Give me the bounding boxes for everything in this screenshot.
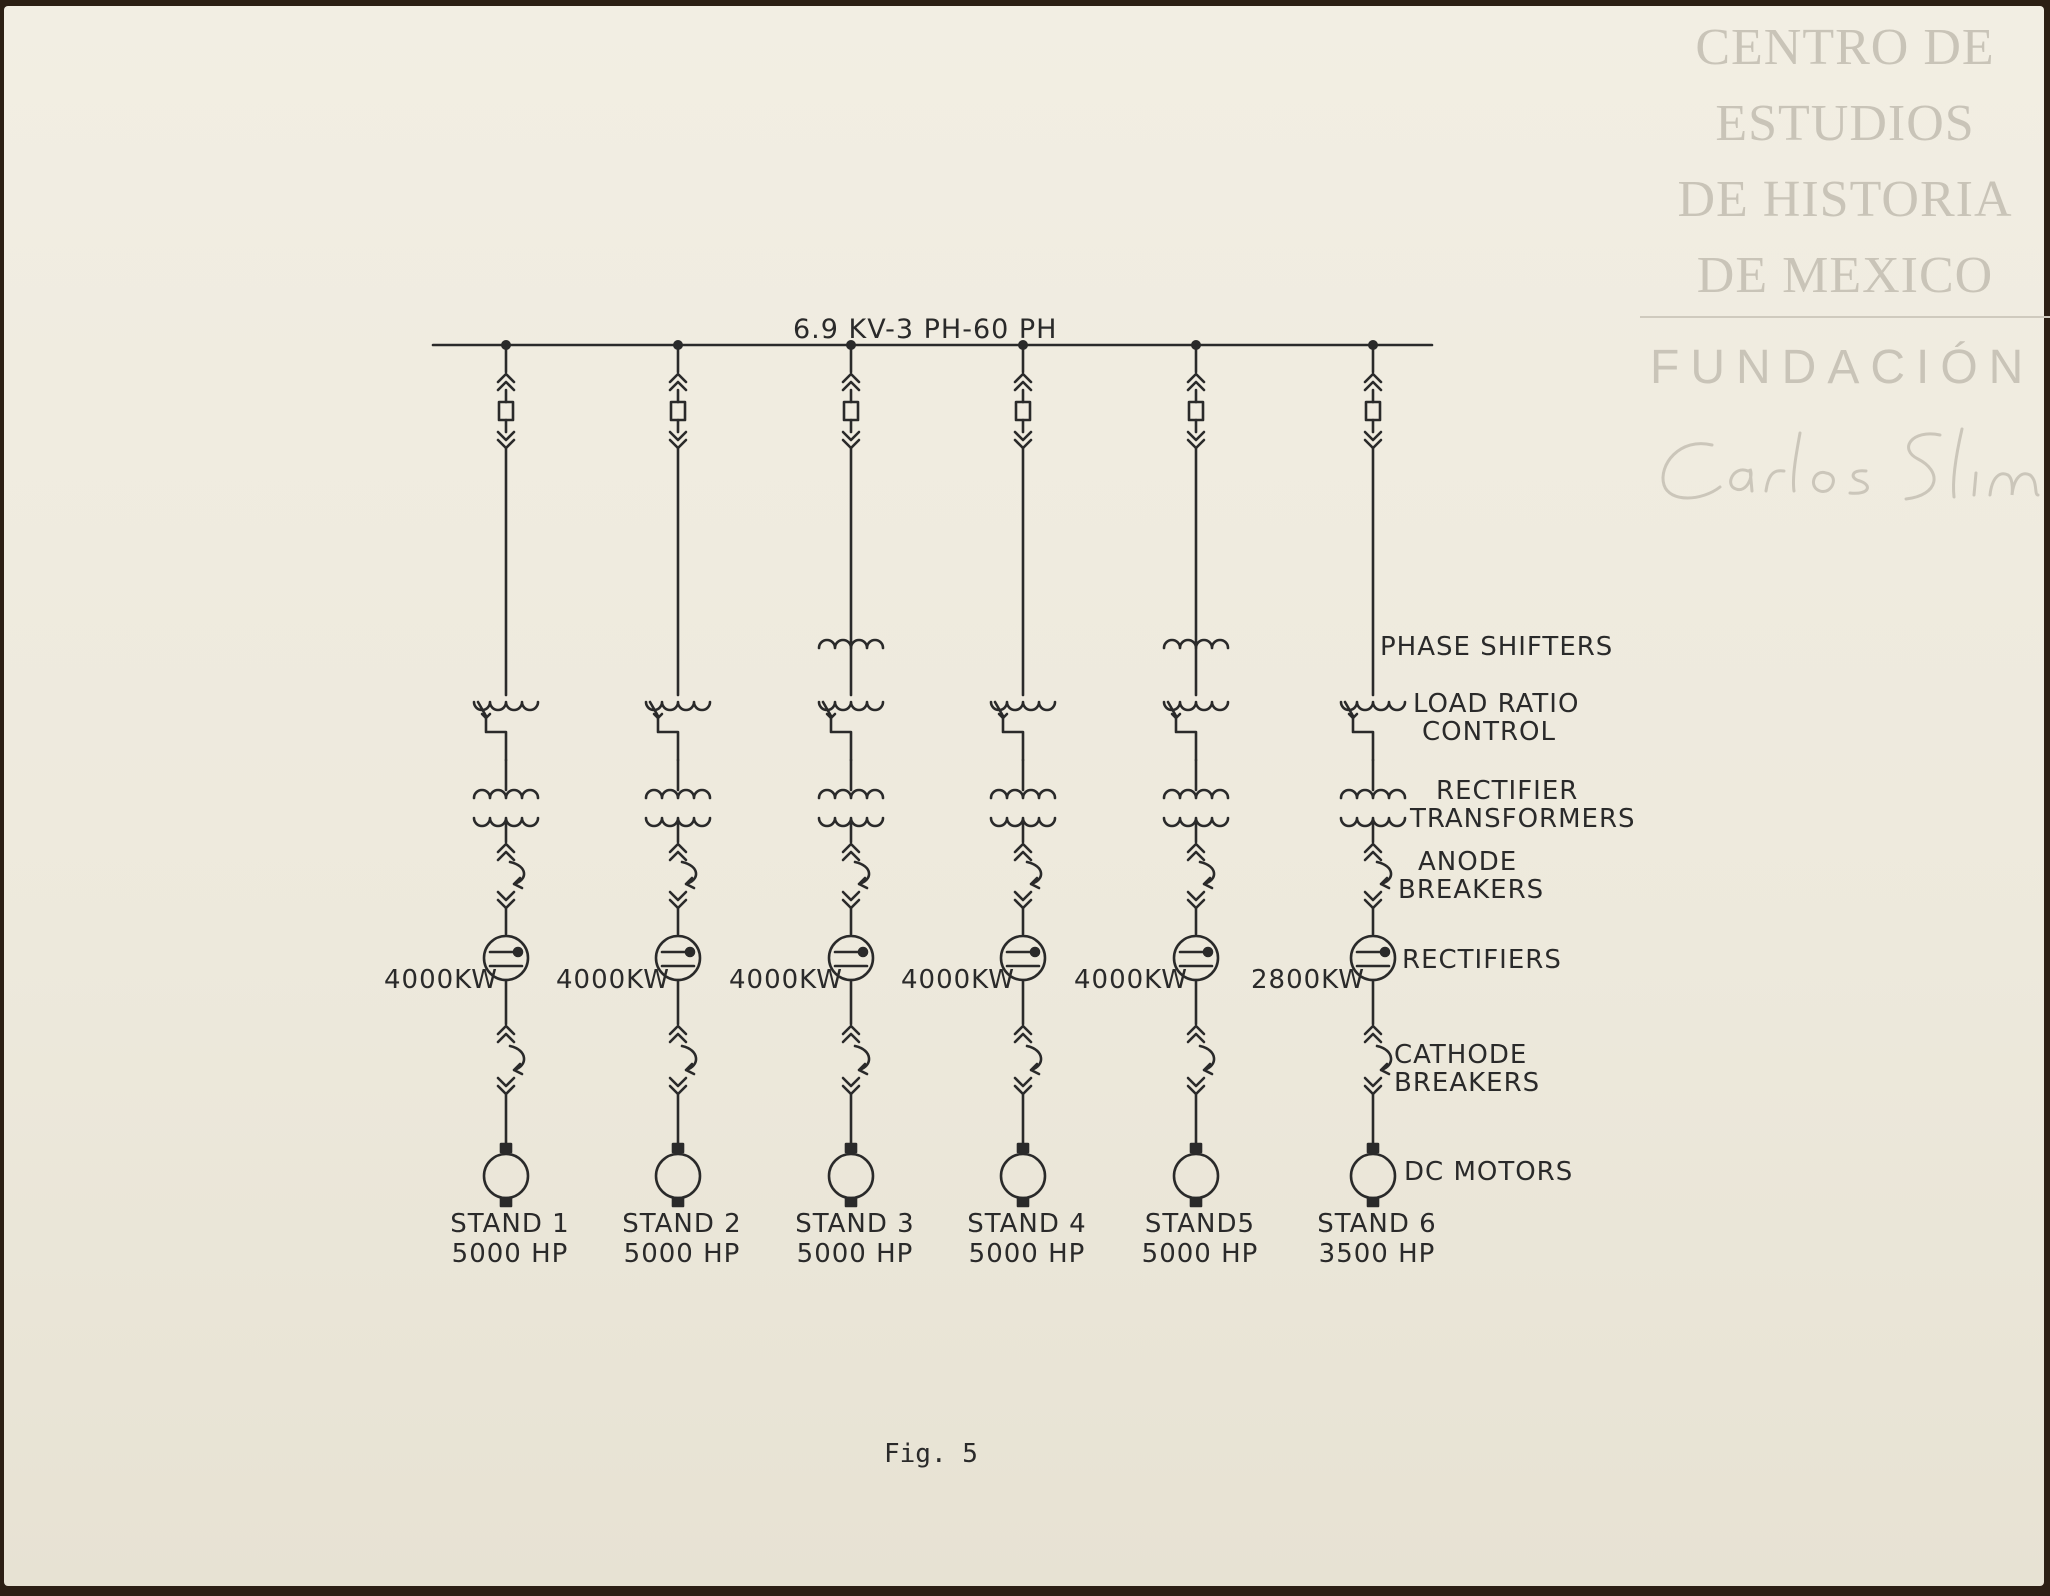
stand-name-1: STAND 1: [450, 1209, 570, 1239]
anode-breaker-switch-3: [855, 862, 869, 888]
legend-phase-shifters: PHASE SHIFTERS: [1380, 632, 1614, 662]
dc-motor-5: [1174, 1154, 1218, 1198]
stand-hp-6: 3500 HP: [1318, 1239, 1436, 1269]
stand-name-6: STAND 6: [1317, 1209, 1437, 1239]
watermark-line-3: DE HISTORIA: [1677, 171, 2013, 228]
watermark-line-1: CENTRO DE: [1695, 19, 1995, 76]
anode-breaker-bottom-3: [843, 892, 859, 908]
bus-label: 6.9 KV-3 PH-60 PH: [793, 314, 1058, 345]
cathode-breaker-bottom-4: [1015, 1078, 1031, 1094]
watermark-divider: [1640, 316, 2050, 318]
rectifier-dot-4: [1031, 948, 1039, 956]
dc-motor-2: [656, 1154, 700, 1198]
watermark-line-2: ESTUDIOS: [1715, 95, 1975, 152]
feeder-breaker-6: [1366, 402, 1380, 420]
feeder-breaker-top-5: [1188, 374, 1204, 390]
load-ratio-coil-4: [991, 702, 1055, 710]
load-ratio-tap-1: [478, 702, 506, 760]
feeder-breaker-top-6: [1365, 374, 1381, 390]
legend-dc-motors: DC MOTORS: [1404, 1157, 1574, 1187]
motor-brush-top-6: [1368, 1144, 1378, 1152]
anode-breaker-top-3: [843, 844, 859, 860]
legend-anode: ANODE: [1418, 847, 1518, 877]
anode-breaker-bottom-1: [498, 892, 514, 908]
anode-breaker-top-1: [498, 844, 514, 860]
load-ratio-coil-1: [474, 702, 538, 710]
rectifier-rating-3: 4000KW: [729, 965, 843, 995]
feeder-breaker-top-2: [670, 374, 686, 390]
stand-hp-2: 5000 HP: [623, 1239, 741, 1269]
dc-motor-6: [1351, 1154, 1395, 1198]
legend-cathode-breakers: BREAKERS: [1394, 1068, 1541, 1098]
cathode-breaker-top-4: [1015, 1026, 1031, 1042]
feeder-breaker-bottom-4: [1015, 432, 1031, 448]
legend-rectifier: RECTIFIER: [1436, 776, 1579, 806]
anode-breaker-switch-6: [1377, 862, 1391, 888]
watermark-signature-logo: [1650, 415, 2050, 515]
motor-brush-top-3: [846, 1144, 856, 1152]
legend-transformers: TRANSFORMERS: [1410, 804, 1636, 834]
anode-breaker-switch-2: [682, 862, 696, 888]
dc-motor-3: [829, 1154, 873, 1198]
load-ratio-tap-6: [1345, 702, 1373, 760]
motor-brush-bottom-2: [673, 1198, 683, 1206]
load-ratio-coil-6: [1341, 702, 1405, 710]
cathode-breaker-top-1: [498, 1026, 514, 1042]
feeder-breaker-top-1: [498, 374, 514, 390]
motor-brush-top-1: [501, 1144, 511, 1152]
load-ratio-coil-2: [646, 702, 710, 710]
anode-breaker-switch-1: [510, 862, 524, 888]
anode-breaker-bottom-5: [1188, 892, 1204, 908]
feeder-breaker-1: [499, 402, 513, 420]
figure-caption: Fig. 5: [884, 1439, 978, 1469]
feeder-breaker-bottom-3: [843, 432, 859, 448]
motor-brush-bottom-3: [846, 1198, 856, 1206]
feeder-breaker-2: [671, 402, 685, 420]
feeder-breaker-top-3: [843, 374, 859, 390]
rectifier-dot-6: [1381, 948, 1389, 956]
feeder-breaker-4: [1016, 402, 1030, 420]
load-ratio-tap-3: [823, 702, 851, 760]
feeder-breaker-bottom-5: [1188, 432, 1204, 448]
anode-breaker-bottom-4: [1015, 892, 1031, 908]
feeder-breaker-bottom-6: [1365, 432, 1381, 448]
anode-breaker-switch-4: [1027, 862, 1041, 888]
motor-brush-bottom-5: [1191, 1198, 1201, 1206]
feeder-breaker-bottom-1: [498, 432, 514, 448]
rectifier-dot-3: [859, 948, 867, 956]
cathode-breaker-top-6: [1365, 1026, 1381, 1042]
stand-name-3: STAND 3: [795, 1209, 915, 1239]
stand-hp-5: 5000 HP: [1141, 1239, 1259, 1269]
motor-brush-bottom-1: [501, 1198, 511, 1206]
load-ratio-tap-5: [1168, 702, 1196, 760]
anode-breaker-bottom-2: [670, 892, 686, 908]
dc-motor-4: [1001, 1154, 1045, 1198]
anode-breaker-bottom-6: [1365, 892, 1381, 908]
cathode-breaker-bottom-2: [670, 1078, 686, 1094]
cathode-breaker-bottom-5: [1188, 1078, 1204, 1094]
cathode-breaker-switch-5: [1200, 1046, 1214, 1074]
motor-brush-top-5: [1191, 1144, 1201, 1152]
watermark-fundacion: FUNDACIÓN: [1650, 341, 2035, 394]
anode-breaker-switch-5: [1200, 862, 1214, 888]
rectifier-rating-1: 4000KW: [384, 965, 498, 995]
watermark-line-4: DE MEXICO: [1696, 247, 1994, 304]
rectifier-rating-5: 4000KW: [1074, 965, 1188, 995]
cathode-breaker-bottom-3: [843, 1078, 859, 1094]
stand-hp-4: 5000 HP: [968, 1239, 1086, 1269]
rectifier-dot-5: [1204, 948, 1212, 956]
load-ratio-coil-3: [819, 702, 883, 710]
stand-name-2: STAND 2: [622, 1209, 742, 1239]
legend-cathode: CATHODE: [1394, 1040, 1528, 1070]
load-ratio-tap-2: [650, 702, 678, 760]
anode-breaker-top-6: [1365, 844, 1381, 860]
cathode-breaker-top-5: [1188, 1026, 1204, 1042]
cathode-breaker-switch-6: [1377, 1046, 1391, 1074]
rectifier-rating-2: 4000KW: [556, 965, 670, 995]
rectifier-rating-4: 4000KW: [901, 965, 1015, 995]
motor-brush-top-4: [1018, 1144, 1028, 1152]
motor-brush-bottom-6: [1368, 1198, 1378, 1206]
legend-anode-breakers: BREAKERS: [1398, 875, 1545, 905]
cathode-breaker-top-3: [843, 1026, 859, 1042]
anode-breaker-top-4: [1015, 844, 1031, 860]
feeder-breaker-bottom-2: [670, 432, 686, 448]
stand-name-4: STAND 4: [967, 1209, 1087, 1239]
cathode-breaker-switch-4: [1027, 1046, 1041, 1074]
motor-brush-bottom-4: [1018, 1198, 1028, 1206]
feeder-breaker-5: [1189, 402, 1203, 420]
cathode-breaker-switch-1: [510, 1046, 524, 1074]
motor-brush-top-2: [673, 1144, 683, 1152]
cathode-breaker-switch-3: [855, 1046, 869, 1074]
cathode-breaker-switch-2: [682, 1046, 696, 1074]
feeder-breaker-top-4: [1015, 374, 1031, 390]
legend-rectifiers: RECTIFIERS: [1402, 945, 1562, 975]
cathode-breaker-bottom-1: [498, 1078, 514, 1094]
feeder-breaker-3: [844, 402, 858, 420]
anode-breaker-top-2: [670, 844, 686, 860]
rectifier-rating-6: 2800KW: [1251, 965, 1365, 995]
legend-control: CONTROL: [1422, 717, 1556, 747]
archive-watermark: [1640, 10, 2050, 510]
load-ratio-tap-4: [995, 702, 1023, 760]
dc-motor-1: [484, 1154, 528, 1198]
anode-breaker-top-5: [1188, 844, 1204, 860]
rectifier-dot-2: [686, 948, 694, 956]
stand-hp-1: 5000 HP: [451, 1239, 569, 1269]
stand-hp-3: 5000 HP: [796, 1239, 914, 1269]
load-ratio-coil-5: [1164, 702, 1228, 710]
legend-load-ratio: LOAD RATIO: [1413, 689, 1580, 719]
cathode-breaker-bottom-6: [1365, 1078, 1381, 1094]
stand-name-5: STAND5: [1144, 1209, 1256, 1239]
rectifier-dot-1: [514, 948, 522, 956]
cathode-breaker-top-2: [670, 1026, 686, 1042]
